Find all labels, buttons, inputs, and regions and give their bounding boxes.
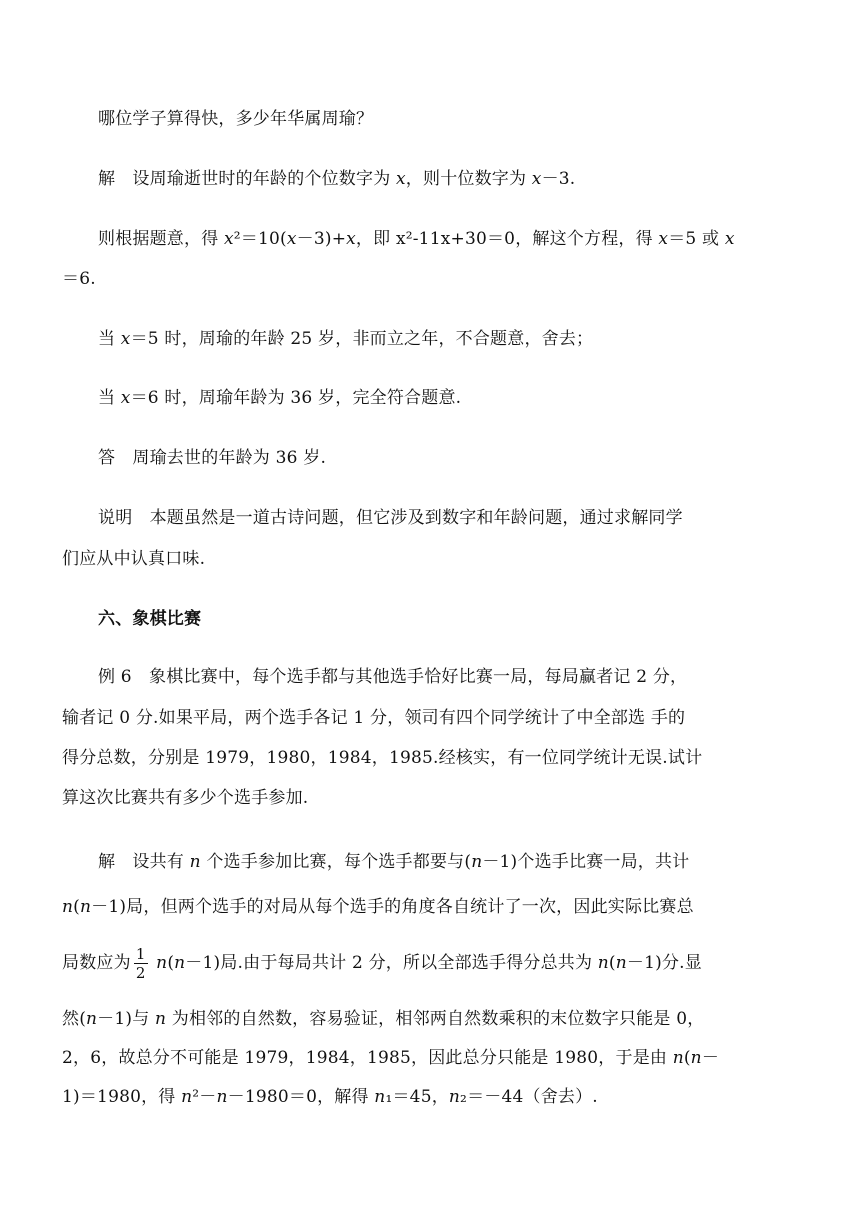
fraction-one-half	[134, 945, 148, 982]
answer-line: 答 周瑜去世的年龄为 36 岁.	[98, 448, 327, 468]
note-line-continued: 们应从中认真口味.	[62, 549, 206, 569]
text-segment: 𝑛(𝑛－1)局.由于每局共计 2 分，所以全部选手得分总共为 𝑛(𝑛－1)分.显	[150, 953, 702, 973]
solution-line: 1)＝1980，得 𝑛²－𝑛－1980＝0，解得 𝑛₁＝45，𝑛₂＝－44（舍去）.	[62, 1087, 598, 1107]
solution-line-with-fraction	[62, 933, 702, 993]
example-line: 得分总数，分别是 1979，1980，1984，1985.经核实，有一位同学统计无误.试计	[62, 748, 703, 768]
example-line: 例 6 象棋比赛中，每个选手都与其他选手恰好比赛一局，每局赢者记 2 分，	[98, 667, 688, 687]
solution-line: 解 设共有 𝑛 个选手参加比赛，每个选手都要与(𝑛－1)个选手比赛一局，共计	[98, 852, 690, 872]
example-line: 输者记 0 分.如果平局，两个选手各记 1 分，领司有四个同学统计了中全部选 手的	[62, 708, 686, 728]
fraction-denominator: 2	[135, 964, 146, 982]
example-line: 算这次比赛共有多少个选手参加.	[62, 788, 309, 808]
text-line: 当 𝑥＝6 时，周瑜年龄为 36 岁，完全符合题意.	[98, 388, 462, 408]
equation-line: 则根据题意，得 𝑥²＝10(𝑥－3)+𝑥，即 x²-11x+30＝0，解这个方程，得 𝑥＝5 或 𝑥	[98, 229, 735, 249]
solution-line: 𝑛(𝑛－1)局，但两个选手的对局从每个选手的角度各自统计了一次，因此实际比赛总	[62, 897, 694, 917]
note-line: 说明 本题虽然是一道古诗问题，但它涉及到数字和年龄问题，通过求解同学	[98, 508, 683, 528]
solution-line: 解 设周瑜逝世时的年龄的个位数字为 𝑥，则十位数字为 𝑥－3.	[98, 169, 576, 189]
solution-line: 2，6，故总分不可能是 1979，1984，1985，因此总分只能是 1980，于是由 𝑛(𝑛－	[62, 1048, 720, 1068]
section-heading: 六、象棋比赛	[98, 609, 202, 629]
solution-line: 然(𝑛－1)与 𝑛 为相邻的自然数，容易验证，相邻两自然数乘积的末位数字只能是 0，	[62, 1009, 705, 1029]
equation-line-continued: ＝6.	[62, 269, 96, 289]
text-segment: 局数应为	[62, 953, 131, 973]
text-line: 当 𝑥＝5 时，周瑜的年龄 25 岁，非而立之年，不合题意，舍去；	[98, 329, 594, 349]
text-line: 哪位学子算得快，多少年华属周瑜？	[98, 109, 374, 129]
fraction-numerator: 1	[135, 945, 146, 963]
